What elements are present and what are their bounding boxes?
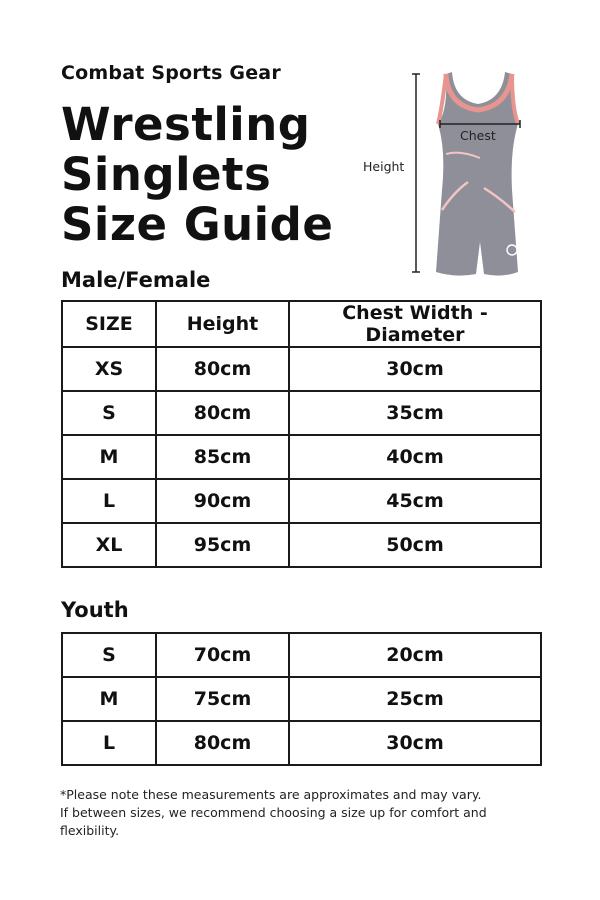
table-row	[62, 435, 541, 479]
table-header-row	[62, 301, 541, 347]
table-row	[62, 633, 541, 677]
height-cell: 80cm	[156, 721, 289, 765]
table-row	[62, 523, 541, 567]
height-cell: 80cm	[156, 391, 289, 435]
height-cell: 70cm	[156, 633, 289, 677]
title-line-3: Size Guide	[61, 198, 334, 251]
male-female-size-table	[61, 300, 542, 568]
size-cell: S	[62, 391, 156, 435]
male-female-heading: Male/Female	[61, 268, 211, 292]
height-cell: 95cm	[156, 523, 289, 567]
chest-cell: 30cm	[289, 721, 541, 765]
youth-size-table	[61, 632, 542, 766]
chest-cell: 35cm	[289, 391, 541, 435]
height-cell: 75cm	[156, 677, 289, 721]
chest-cell: 45cm	[289, 479, 541, 523]
table-row	[62, 479, 541, 523]
page-title	[61, 100, 333, 250]
size-cell: M	[62, 677, 156, 721]
wrestling-singlet-icon	[360, 60, 560, 290]
chest-cell: 25cm	[289, 677, 541, 721]
disclaimer-note	[60, 786, 530, 840]
title-line-1: Wrestling	[61, 98, 311, 151]
chest-cell: 30cm	[289, 347, 541, 391]
size-cell: XS	[62, 347, 156, 391]
size-cell: L	[62, 479, 156, 523]
table-row	[62, 677, 541, 721]
size-cell: M	[62, 435, 156, 479]
chest-label: Chest	[460, 128, 496, 143]
note-line-2: If between sizes, we recommend choosing a size up for comfort and	[60, 805, 487, 820]
note-line-1: *Please note these measurements are approximates and may vary.	[60, 787, 482, 802]
table-row	[62, 391, 541, 435]
height-cell: 90cm	[156, 479, 289, 523]
youth-heading: Youth	[61, 598, 129, 622]
singlet-figure	[360, 60, 560, 290]
chest-cell: 40cm	[289, 435, 541, 479]
chest-cell: 20cm	[289, 633, 541, 677]
height-cell: 80cm	[156, 347, 289, 391]
size-cell: S	[62, 633, 156, 677]
size-cell: XL	[62, 523, 156, 567]
table-row	[62, 721, 541, 765]
chest-cell: 50cm	[289, 523, 541, 567]
table-row	[62, 347, 541, 391]
column-header-height: Height	[156, 301, 289, 347]
singlet-body	[436, 72, 518, 276]
column-header-size: SIZE	[62, 301, 156, 347]
title-line-2: Singlets	[61, 148, 272, 201]
note-line-3: flexibility.	[60, 823, 120, 838]
size-cell: L	[62, 721, 156, 765]
height-label: Height	[363, 159, 405, 174]
column-header-chest: Chest Width - Diameter	[289, 301, 541, 347]
brand-name: Combat Sports Gear	[61, 62, 281, 84]
height-cell: 85cm	[156, 435, 289, 479]
